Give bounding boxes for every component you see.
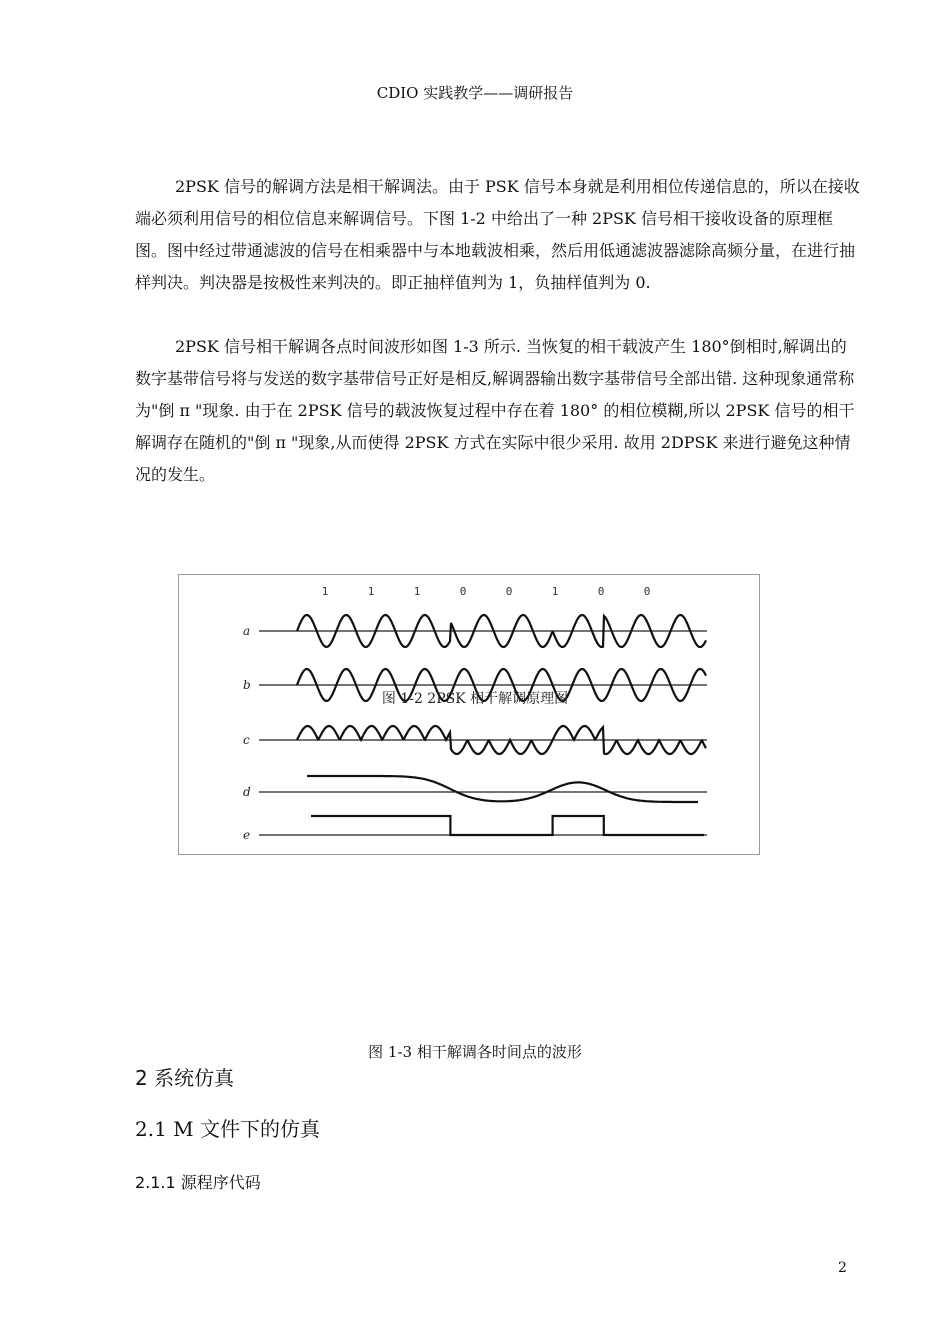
bit-label: 0 [505,585,513,598]
row-label-b: b [243,678,251,692]
inner-figure-caption: 图 1-2 2PSK 相干解调原理图 [381,691,569,707]
waveform-e [311,816,704,835]
section-heading: 2 系统仿真 [135,1066,235,1090]
paragraph-waveform-description: 2PSK 信号相干解调各点时间波形如图 1-3 所示. 当恢复的相干载波产生 180°倒相时,解调出的数字基带信号将与发送的数字基带信号正好是相反,解调器输出数字基带信号全部出错. 这种现象通常称为"倒 π "现象. 由于在 2PSK 信号的载波恢复过程中存在着 180° 的相位模糊,所以 2PSK 信号的相干解调存在随机的"倒 π "现象,从而使得 2PSK 方式在实际中很少采用. 故用 2DPSK 来进行避免这种情况的发生。 [135,337,855,484]
figure-caption: 图 1-3 相干解调各时间点的波形 [368,1043,582,1061]
waveform-diagram [179,575,761,856]
bit-label: 0 [459,585,467,598]
bit-label: 1 [551,585,559,598]
bit-label: 1 [321,585,329,598]
subsubsection-heading: 2.1.1 源程序代码 [135,1173,261,1192]
subsection-heading: 2.1 M 文件下的仿真 [135,1117,320,1141]
row-label-a: a [243,624,251,638]
row-label-e: e [243,828,251,842]
bit-label: 0 [643,585,651,598]
bit-label: 1 [413,585,421,598]
waveform-d [307,776,698,802]
page-header: CDIO 实践教学——调研报告 [376,84,574,102]
row-label-d: d [243,785,251,799]
paragraph-demodulation-method: 2PSK 信号的解调方法是相干解调法。由于 PSK 信号本身就是利用相位传递信息的，所以在接收端必须利用信号的相位信息来解调信号。下图 1-2 中给出了一种 2PSK 信号相干接收设备的原理框图。图中经过带通滤波的信号在相乘器中与本地载波相乘，然后用低通滤波器滤除高频分量，在进行抽样判决。判决器是按极性来判决的。即正抽样值判为 1，负抽样值判为 0. [135,177,860,292]
waveform-figure [178,574,760,855]
row-label-c: c [243,733,250,747]
page-number: 2 [838,1260,847,1276]
bit-label: 0 [597,585,605,598]
bit-label: 1 [367,585,375,598]
